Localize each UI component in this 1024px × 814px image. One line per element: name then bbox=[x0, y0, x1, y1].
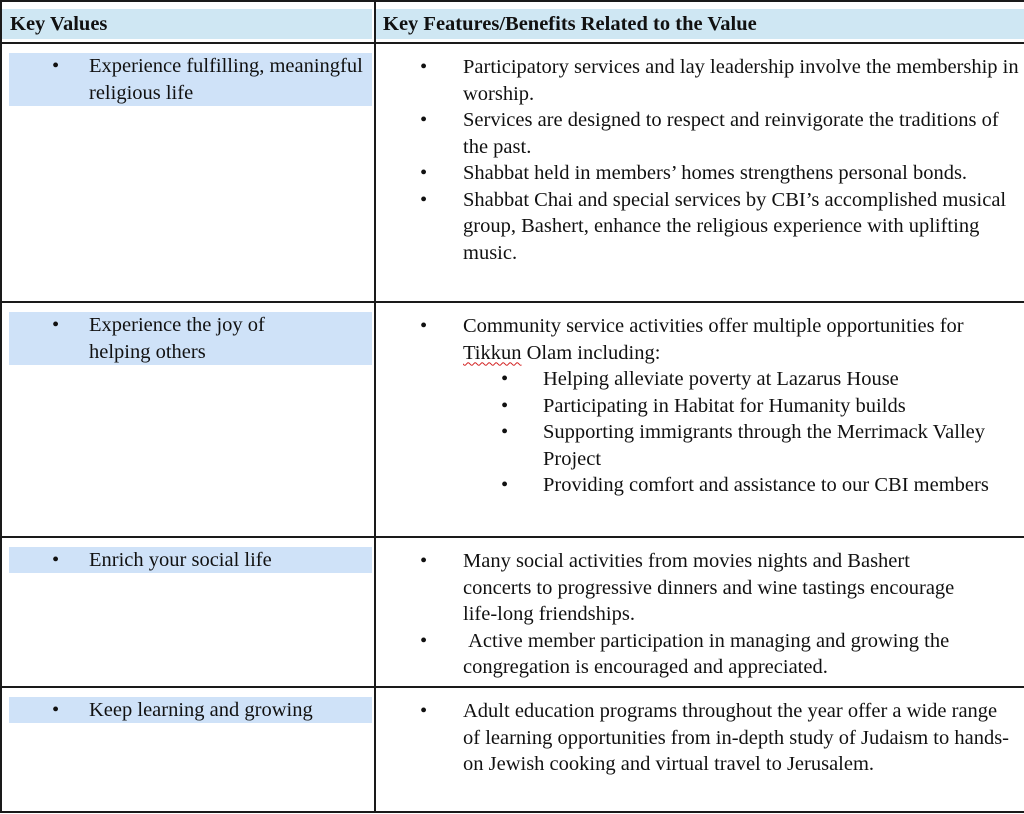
header-key-features: Key Features/Benefits Related to the Value bbox=[376, 9, 1024, 39]
bullet-icon: • bbox=[420, 109, 428, 131]
bullet-icon: • bbox=[420, 315, 428, 337]
bullet-icon: • bbox=[420, 700, 428, 722]
bullet-icon: • bbox=[52, 55, 60, 77]
list-item: • Participating in Habitat for Humanity builds bbox=[383, 393, 1023, 420]
spellcheck-flagged-word: Tikkun bbox=[463, 341, 522, 364]
key-value-text: Experience fulfilling, meaningful religious life bbox=[89, 55, 363, 104]
table-border-top bbox=[0, 0, 1024, 2]
key-value-cell bbox=[9, 547, 372, 573]
bullet-icon: • bbox=[501, 421, 509, 443]
list-item: • Shabbat held in members’ homes strengthens personal bonds. bbox=[383, 160, 1023, 187]
list-item: • Community service activities offer multiple opportunities for Tikkun Olam including: bbox=[420, 315, 964, 364]
feature-list bbox=[383, 54, 1023, 266]
list-item: • Services are designed to respect and reinvigorate the traditions of the past. bbox=[420, 109, 999, 158]
key-value-text: Keep learning and growing bbox=[89, 699, 313, 721]
table-border-bottom bbox=[0, 811, 1024, 813]
bullet-icon: • bbox=[420, 550, 428, 572]
list-item: • Helping alleviate poverty at Lazarus House bbox=[383, 366, 1023, 393]
column-divider bbox=[374, 0, 376, 813]
key-value-cell bbox=[9, 53, 372, 106]
header-divider bbox=[0, 42, 1024, 44]
bullet-icon: • bbox=[501, 474, 509, 496]
bullet-icon: • bbox=[52, 549, 60, 571]
bullet-icon: • bbox=[420, 56, 428, 78]
feature-list bbox=[383, 548, 1023, 681]
list-item: • Active member participation in managing and growing the congregation is encouraged and appreciated. bbox=[420, 629, 955, 678]
header-key-values: Key Values bbox=[2, 9, 372, 39]
key-value-text: Enrich your social life bbox=[89, 549, 272, 571]
list-item: • Many social activities from movies nights and Bashert concerts to progressive dinners and wine tastings encourage life-long friendships. bbox=[420, 550, 955, 625]
feature-list bbox=[383, 698, 1023, 778]
list-item: • Participatory services and lay leadership involve the membership in worship. bbox=[420, 56, 1019, 105]
row-divider bbox=[0, 536, 1024, 538]
key-value-text: Experience the joy of helping others bbox=[89, 314, 265, 363]
key-value-cell bbox=[9, 697, 372, 723]
list-item: • Adult education programs throughout the year offer a wide range of learning opportunities from in-depth study of Judaism to hands-on Jewish cooking and virtual travel to Jerusalem. bbox=[420, 700, 1010, 775]
row-divider bbox=[0, 686, 1024, 688]
bullet-icon: • bbox=[52, 314, 60, 336]
bullet-icon: • bbox=[420, 629, 428, 652]
key-value-cell bbox=[9, 312, 372, 365]
feature-list bbox=[383, 313, 1023, 499]
list-item: • Providing comfort and assistance to our CBI members bbox=[383, 472, 1023, 499]
row-divider bbox=[0, 301, 1024, 303]
table-border-left bbox=[0, 0, 2, 813]
list-item: • Supporting immigrants through the Merrimack Valley Project bbox=[501, 421, 986, 470]
bullet-icon: • bbox=[420, 188, 428, 211]
bullet-icon: • bbox=[52, 699, 60, 721]
bullet-icon: • bbox=[420, 162, 428, 184]
bullet-icon: • bbox=[501, 368, 509, 390]
list-item: • Shabbat Chai and special services by CBI’s accomplished musical group, Bashert, enhance the religious experience with uplifting music. bbox=[420, 188, 1007, 264]
bullet-icon: • bbox=[501, 394, 509, 417]
